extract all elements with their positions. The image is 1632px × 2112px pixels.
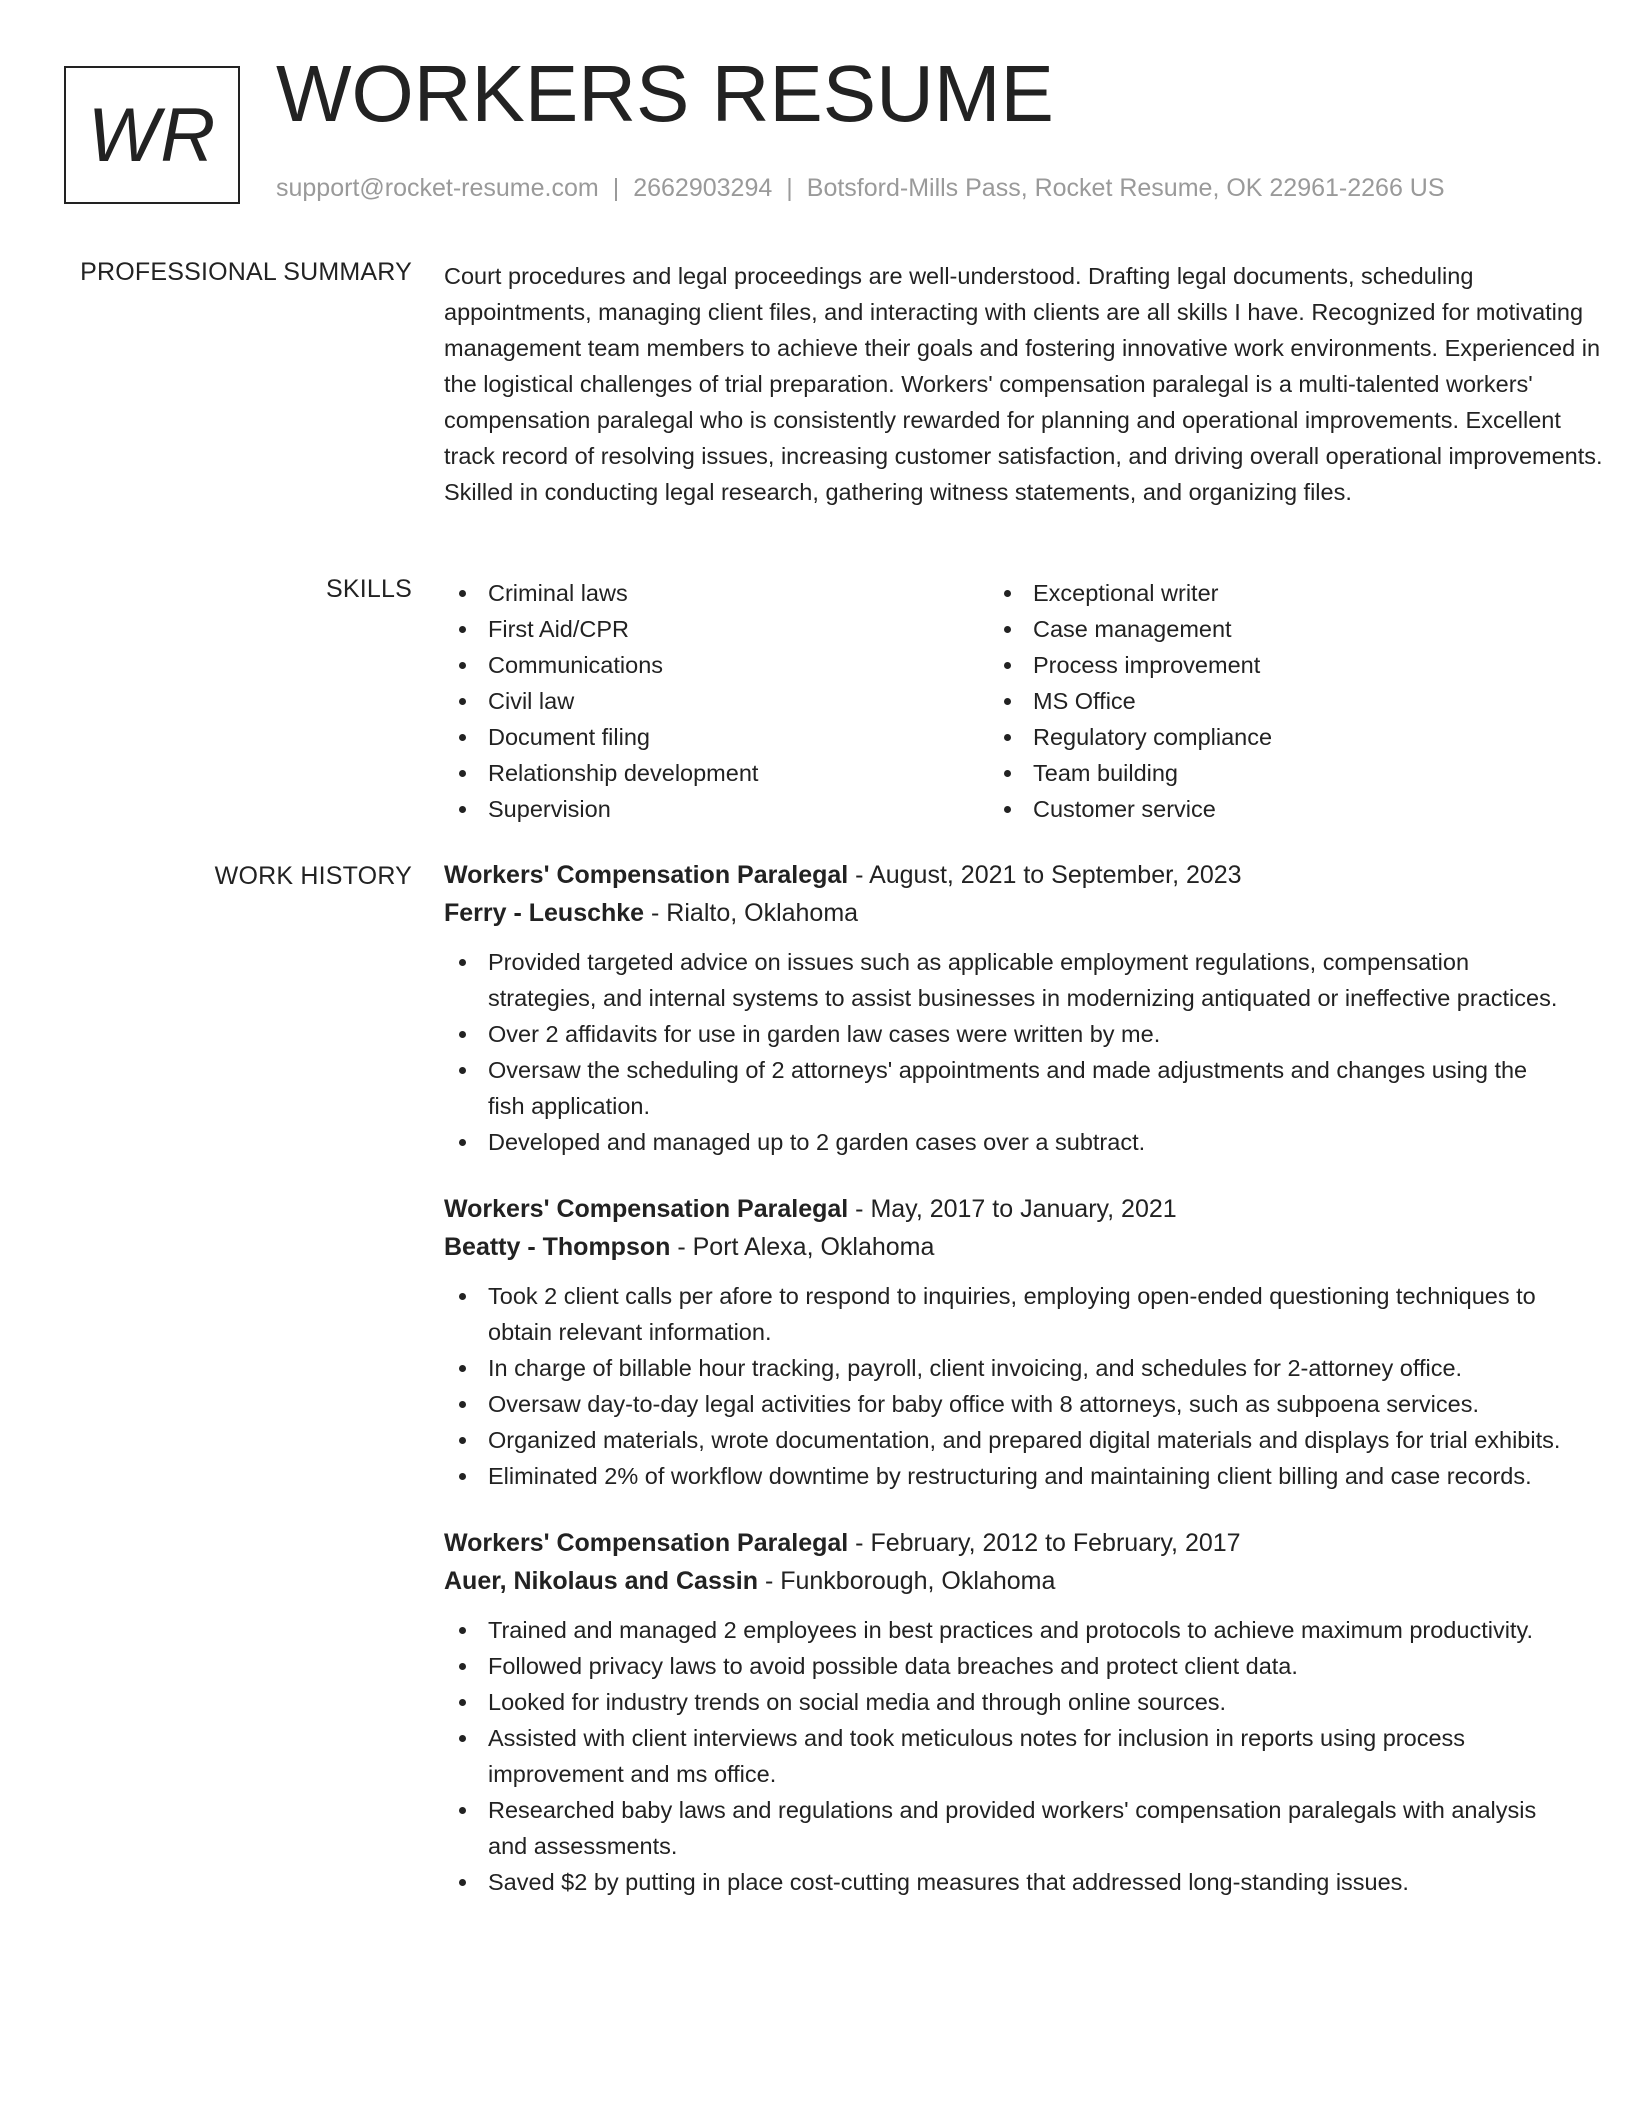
- job-company-line: [444, 894, 1604, 932]
- section-label: PROFESSIONAL SUMMARY: [80, 258, 412, 286]
- skill-item: Relationship development: [444, 755, 989, 791]
- contact-separator: |: [786, 174, 793, 202]
- candidate-name: WORKERS RESUME: [276, 49, 1054, 138]
- job-bullet: Over 2 affidavits for use in garden law cases were written by me.: [444, 1016, 1564, 1052]
- job-entry: [444, 1190, 1604, 1494]
- job-company-line: [444, 1228, 1604, 1266]
- job-bullet: In charge of billable hour tracking, payroll, client invoicing, and schedules for 2-attorney office.: [444, 1350, 1564, 1386]
- skill-item: Case management: [989, 611, 1534, 647]
- job-title: Workers' Compensation Paralegal: [444, 1529, 849, 1557]
- job-entry: [444, 1524, 1604, 1900]
- contact-line: [276, 174, 1445, 203]
- skill-item: Team building: [989, 755, 1534, 791]
- job-bullet: Followed privacy laws to avoid possible data breaches and protect client data.: [444, 1648, 1564, 1684]
- contact-address: Botsford-Mills Pass, Rocket Resume, OK 22961-2266 US: [806, 174, 1445, 202]
- skill-item: Criminal laws: [444, 575, 989, 611]
- contact-separator: |: [612, 174, 620, 202]
- job-title-line: [444, 1190, 1604, 1228]
- job-bullets: [444, 1278, 1564, 1494]
- job-entry: [444, 856, 1604, 1160]
- job-bullet: Provided targeted advice on issues such as applicable employment regulations, compensation strategies, and internal systems to assist businesses in modernizing antiquated or ineffective practices.: [444, 944, 1564, 1016]
- monogram-logo: WR: [64, 66, 240, 204]
- job-location: - Rialto, Oklahoma: [644, 899, 859, 927]
- skills-column-left: [444, 575, 989, 827]
- job-bullet: Developed and managed up to 2 garden cases over a subtract.: [444, 1124, 1564, 1160]
- section-body: [444, 856, 1604, 1930]
- skill-item: Process improvement: [989, 647, 1534, 683]
- job-bullet: Saved $2 by putting in place cost-cutting measures that addressed long-standing issues.: [444, 1864, 1564, 1900]
- job-bullets: [444, 944, 1564, 1160]
- job-bullets: [444, 1612, 1564, 1900]
- section-body: [444, 258, 1604, 510]
- contact-phone[interactable]: 2662903294: [633, 174, 773, 202]
- skills-column-right: [989, 575, 1534, 827]
- job-title-line: [444, 856, 1604, 894]
- job-bullet: Looked for industry trends on social media and through online sources.: [444, 1684, 1564, 1720]
- section-body: [444, 575, 1604, 827]
- job-company: Beatty - Thompson: [444, 1233, 671, 1261]
- skill-item: Civil law: [444, 683, 989, 719]
- job-location: - Port Alexa, Oklahoma: [670, 1233, 935, 1261]
- job-bullet: Researched baby laws and regulations and provided workers' compensation paralegals with analysis and assessments.: [444, 1792, 1564, 1864]
- skill-item: Customer service: [989, 791, 1534, 827]
- section-label: WORK HISTORY: [214, 862, 412, 890]
- skill-item: Regulatory compliance: [989, 719, 1534, 755]
- job-bullet: Organized materials, wrote documentation, and prepared digital materials and displays for trial exhibits.: [444, 1422, 1564, 1458]
- job-title: Workers' Compensation Paralegal: [444, 1195, 849, 1223]
- skill-item: First Aid/CPR: [444, 611, 989, 647]
- job-title: Workers' Compensation Paralegal: [444, 861, 849, 889]
- section-label: SKILLS: [326, 575, 412, 603]
- job-company: Auer, Nikolaus and Cassin: [444, 1567, 758, 1595]
- job-title-line: [444, 1524, 1604, 1562]
- job-company: Ferry - Leuschke: [444, 899, 645, 927]
- job-bullet: Eliminated 2% of workflow downtime by restructuring and maintaining client billing and case records.: [444, 1458, 1564, 1494]
- job-bullet: Oversaw day-to-day legal activities for baby office with 8 attorneys, such as subpoena services.: [444, 1386, 1564, 1422]
- skills-list: [444, 575, 1544, 827]
- job-company-line: [444, 1562, 1604, 1600]
- skill-item: Document filing: [444, 719, 989, 755]
- job-bullet: Assisted with client interviews and took meticulous notes for inclusion in reports using process improvement and ms office.: [444, 1720, 1564, 1792]
- summary-paragraph: Court procedures and legal proceedings are well-understood. Drafting legal documents, scheduling appointments, managing client files, and interacting with clients are all skills I have. Recognized for motivating management team members to achieve their goals and fostering innovative work environments. Experienced in the logistical challenges of trial preparation. Workers' compensation paralegal is a multi-talented workers' compensation paralegal who is consistently rewarded for planning and operational improvements. Excellent track record of resolving issues, increasing customer satisfaction, and driving overall operational improvements. Skilled in conducting legal research, gathering witness statements, and organizing files.: [444, 263, 1603, 505]
- job-dates: - May, 2017 to January, 2021: [848, 1195, 1177, 1223]
- contact-email[interactable]: support@rocket-resume.com: [276, 174, 599, 202]
- skill-item: Exceptional writer: [989, 575, 1534, 611]
- job-location: - Funkborough, Oklahoma: [758, 1567, 1056, 1595]
- skill-item: Supervision: [444, 791, 989, 827]
- job-dates: - August, 2021 to September, 2023: [848, 861, 1242, 889]
- job-dates: - February, 2012 to February, 2017: [848, 1529, 1241, 1557]
- job-bullet: Took 2 client calls per afore to respond to inquiries, employing open-ended questioning techniques to obtain relevant information.: [444, 1278, 1564, 1350]
- job-bullet: Oversaw the scheduling of 2 attorneys' appointments and made adjustments and changes using the fish application.: [444, 1052, 1564, 1124]
- job-bullet: Trained and managed 2 employees in best practices and protocols to achieve maximum productivity.: [444, 1612, 1564, 1648]
- skill-item: MS Office: [989, 683, 1534, 719]
- skill-item: Communications: [444, 647, 989, 683]
